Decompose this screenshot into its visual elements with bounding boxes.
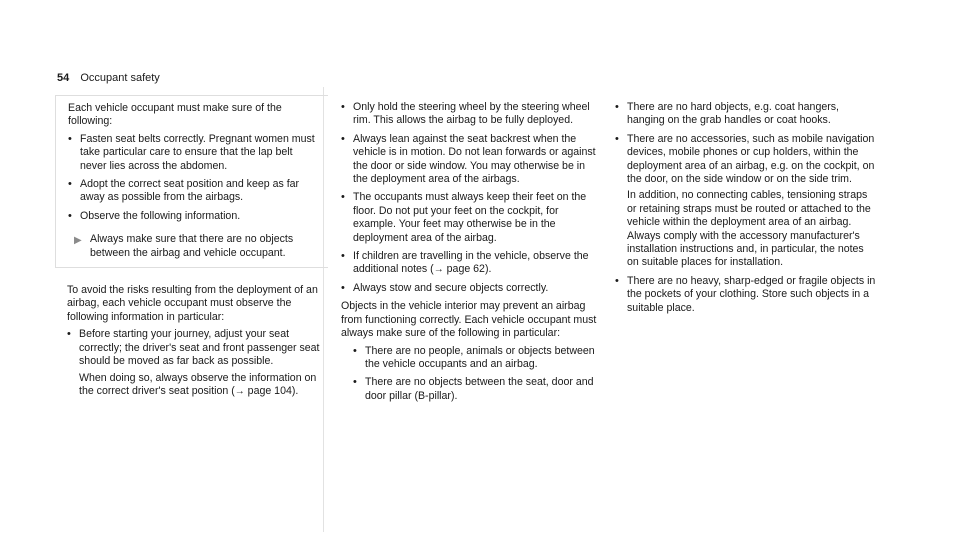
section-title: Occupant safety bbox=[80, 72, 160, 84]
note-triangle-icon: ▶ bbox=[74, 235, 82, 247]
list-item bbox=[67, 328, 329, 398]
bullet-icon: • bbox=[615, 274, 619, 287]
bullet-icon: • bbox=[341, 191, 345, 204]
bullet-icon: • bbox=[353, 376, 357, 389]
list-item bbox=[353, 345, 599, 372]
list-item-text: Always lean against the seat backrest when the vehicle is in motion. Do not lean forwards or against the door or side window. You may otherwise be in the deployment area of the airbags. bbox=[353, 132, 596, 186]
paragraph: Objects in the vehicle interior may prevent an airbag from functioning correctly. Each vehicle occupant must always make sure of the following in particular: bbox=[341, 300, 597, 340]
ref-page: page 104). bbox=[247, 384, 299, 397]
list-item-text: Before starting your journey, adjust your seat correctly; the driver's seat and front passenger seat should be moved as far back as possible. bbox=[79, 328, 320, 368]
bullet-icon: • bbox=[615, 132, 619, 145]
page-reference[interactable] bbox=[231, 385, 298, 397]
list-item-text: Only hold the steering wheel by the steering wheel rim. This allows the airbag to be fully deployed. bbox=[353, 101, 590, 127]
arrow-right-icon: → bbox=[433, 264, 444, 276]
note bbox=[68, 233, 320, 260]
list-item-text: There are no heavy, sharp-edged or fragile objects in the pockets of your clothing. Store such objects in a suitable place. bbox=[627, 274, 876, 314]
ref-open: ( bbox=[231, 384, 235, 397]
list-item-subtext bbox=[79, 372, 329, 399]
list-item bbox=[68, 133, 320, 173]
column-right bbox=[615, 101, 877, 320]
list-item bbox=[353, 376, 599, 403]
ref-open: ( bbox=[430, 263, 434, 276]
list-item-text: Observe the following information. bbox=[80, 209, 241, 222]
list-item-text: Always stow and secure objects correctly. bbox=[353, 281, 549, 294]
list-item-subtext: In addition, no connecting cables, tensioning straps or retaining straps must be routed or attached to the vehicle within the deployment area of an airbag. Always comply with the accessory manufacturer's installation instructions and, in particular, the notes on suitable places for installation. bbox=[627, 189, 871, 269]
bullet-icon: • bbox=[341, 101, 345, 113]
list-item-text: The occupants must always keep their feet on the floor. Do not put your feet on the cockpit, for example. Your feet may otherwise be in the deployment area of the airbag. bbox=[353, 191, 587, 244]
page-number: 54 bbox=[57, 72, 70, 84]
list-item bbox=[615, 133, 877, 270]
list-item-text: Fasten seat belts correctly. Pregnant women must take particular care to ensure that the lap belt never lies across the abdomen. bbox=[80, 132, 315, 172]
note-text: Always make sure that there are no objects between the airbag and vehicle occupant. bbox=[90, 233, 294, 259]
list-item-text: There are no people, animals or objects between the vehicle occupants and an airbag. bbox=[365, 344, 595, 370]
list-item bbox=[341, 250, 599, 277]
ref-page: page 62). bbox=[446, 263, 492, 276]
list-item-text: There are no hard objects, e.g. coat hangers, hanging on the grab handles or coat hooks. bbox=[627, 101, 840, 127]
column-left bbox=[67, 101, 329, 403]
list-item-text: There are no accessories, such as mobile navigation devices, mobile phones or cup holders, within the deployment area of an airbag, e.g. on the cockpit, on the door, on the side window or on the side trim. bbox=[627, 132, 875, 186]
arrow-right-icon: → bbox=[234, 385, 245, 397]
list-item bbox=[615, 101, 877, 128]
bullet-icon: • bbox=[68, 209, 72, 222]
subtext: When doing so, always observe the information on the correct driver's seat position bbox=[79, 371, 317, 397]
sub-list bbox=[353, 345, 599, 404]
list-item bbox=[68, 178, 320, 205]
page-reference[interactable] bbox=[430, 263, 491, 275]
bullet-icon: • bbox=[68, 178, 72, 191]
list-item bbox=[341, 191, 599, 245]
list-item bbox=[341, 282, 599, 295]
list-item bbox=[341, 101, 599, 128]
bullet-icon: • bbox=[341, 281, 345, 294]
bullet-icon: • bbox=[341, 132, 345, 145]
info-box-list bbox=[68, 133, 320, 223]
list bbox=[67, 328, 329, 398]
bullet-icon: • bbox=[68, 132, 72, 145]
bullet-icon: • bbox=[341, 250, 345, 263]
info-box-intro: Each vehicle occupant must make sure of the following: bbox=[68, 102, 282, 128]
list-item-text: Adopt the correct seat position and keep as far away as possible from the airbags. bbox=[80, 178, 300, 204]
bullet-icon: • bbox=[615, 101, 619, 113]
list-item-text: If children are travelling in the vehicle, observe the additional notes bbox=[353, 250, 589, 276]
bullet-icon: • bbox=[67, 328, 71, 341]
list-item bbox=[615, 275, 877, 315]
info-box bbox=[55, 95, 328, 268]
list-item-text: There are no objects between the seat, door and door pillar (B-pillar). bbox=[365, 376, 594, 402]
column-middle bbox=[341, 101, 599, 408]
list bbox=[615, 101, 877, 315]
list bbox=[341, 101, 599, 295]
paragraph: To avoid the risks resulting from the deployment of an airbag, each vehicle occupant must observe the following information in particular: bbox=[67, 284, 318, 323]
page-header bbox=[57, 72, 160, 85]
bullet-icon: • bbox=[353, 344, 357, 357]
list-item bbox=[341, 133, 599, 187]
list-item bbox=[68, 210, 320, 223]
